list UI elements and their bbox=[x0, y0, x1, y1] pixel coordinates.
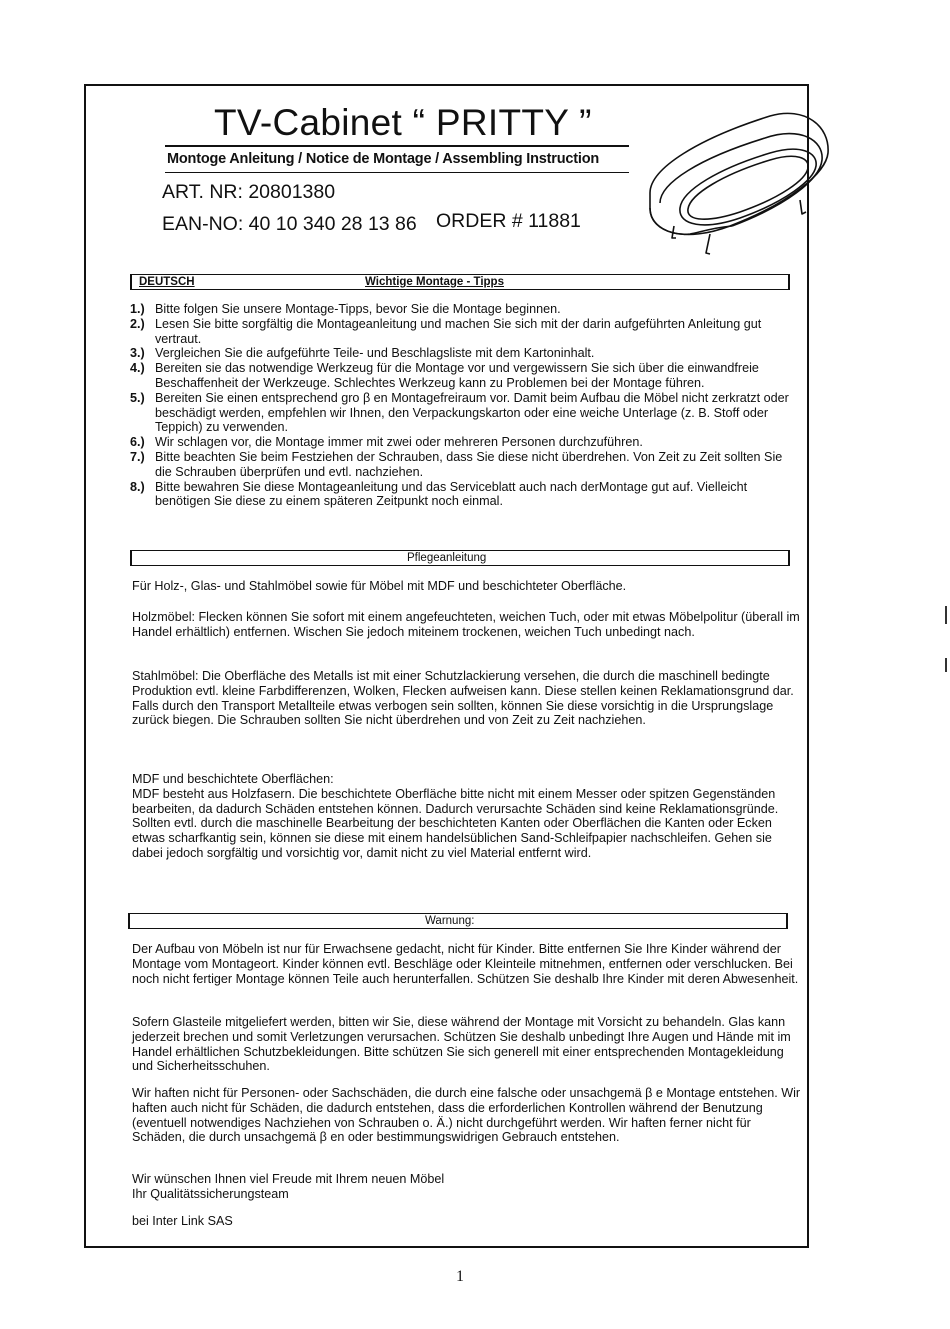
tips-heading: Wichtige Montage - Tipps bbox=[365, 276, 504, 288]
tv-cabinet-illustration bbox=[640, 108, 840, 264]
language-label: DEUTSCH bbox=[139, 276, 195, 288]
list-item: 7.) Bitte beachten Sie beim Festziehen der Schrauben, dass Sie diese nicht überdrehen. Von Zeit zu Zeit sollten Sie die Schrauben überprüfen und evtl. nachziehen. bbox=[130, 449, 783, 479]
tips-list bbox=[130, 302, 800, 509]
care-wood: Holzmöbel: Flecken können Sie sofort mit einem angefeuchteten, weichen Tuch, oder mit etwas Möbelpolitur (überall im Handel erhältlich) entfernen. Wischen Sie jedoch miteinem trockenen, weichen Tuch unbedingt nach. bbox=[132, 610, 800, 639]
scan-mark bbox=[945, 658, 947, 672]
care-intro: Für Holz-, Glas- und Stahlmöbel sowie für Möbel mit MDF und beschichteter Oberfläche. bbox=[132, 579, 627, 593]
warning-heading: Warnung: bbox=[425, 915, 475, 927]
page-number: 1 bbox=[456, 1268, 464, 1285]
document-subtitle: Montoge Anleitung / Notice de Montage / Assembling Instruction bbox=[167, 151, 600, 167]
list-item: 3.) Vergleichen Sie die aufgeführte Teile- und Beschlagsliste mit dem Kartoninhalt. bbox=[130, 346, 595, 361]
care-heading: Pflegeanleitung bbox=[407, 552, 487, 564]
warning-paragraph-2: Sofern Glasteile mitgeliefert werden, bitten wir Sie, diese während der Montage mit Vorsicht zu behandeln. Glas kann jederzeit brechen und somit Verletzungen verursachen. Schützen Sie deshalb unbedingt Ihre Augen und Hände mit im Handel erhältlichen Schutzbekleidungen. Bitte schützen Sie sich generell mit einer entsprechenden Montagekleidung und Sicherheitsschuhen. bbox=[132, 1015, 791, 1074]
care-steel: Stahlmöbel: Die Oberfläche des Metalls ist mit einer Schutzlackierung versehen, die durch die maschinell bedingte Produktion evtl. kleine Farbdifferenzen, Wolken, Flecken aufweisen kann. Diese stellen keinen Reklamationsgrund dar. Falls durch den Transport Metallteile etwas verbogen sein sollten, können Sie diese vorsichtig in die Ursprungslage zurück biegen. Die Schrauben sollten Sie nicht überdrehen und von Zeit zu Zeit nachziehen. bbox=[132, 669, 794, 728]
closing-text: Wir wünschen Ihnen viel Freude mit Ihrem neuen Möbel Ihr Qualitätssicherungsteam bbox=[132, 1172, 445, 1201]
order-number: ORDER # 11881 bbox=[436, 210, 581, 232]
care-section-header bbox=[130, 550, 790, 566]
care-mdf: MDF und beschichtete Oberflächen: MDF besteht aus Holzfasern. Die beschichtete Oberfläche bitte nicht mit einem Messer oder spitzen Gegenständen bearbeiten, da dadurch Schäden entstehen können. Dadurch verursachte Schäden sind keine Reklamationsgründe. Sollten evtl. durch die maschinelle Bearbeitung der beschichteten Kanten oder Oberflächen die Kanten oder Ecken etwas scharfkantig sein, können sie diese mit einem handelsüblichen Sand-Schleifpapier nachschleifen. Gehen sie dabei jedoch sorgfältig und vorsichtig vor, damit nicht zu viel Material entfernt wird. bbox=[132, 772, 779, 860]
signature: bei Inter Link SAS bbox=[132, 1214, 233, 1228]
list-item: 8.) Bitte bewahren Sie diese Montageanleitung und das Serviceblatt auch nach derMontage gut auf. Vielleicht benötigen Sie diese zu einem späteren Zeitpunkt noch einmal. bbox=[130, 479, 748, 509]
warning-paragraph-1: Der Aufbau von Möbeln ist nur für Erwachsene gedacht, nicht für Kinder. Bitte entfernen Sie Ihre Kinder während der Montage vom Montageort. Kinder können evtl. Beschläge oder Kleinteile mitnehmen, entfernen oder verschlucken. Bei noch nicht fertiger Montage können Teile auch herunterfallen. Schützen Sie deshalb Ihre Kinder mit deren Abwesenheit. bbox=[132, 942, 799, 986]
list-item: 4.) Bereiten sie das notwendige Werkzeug für die Montage vor und vergewissern Sie sich über die einwandfreie Beschaffenheit der Werkzeuge. Schlechtes Werkzeug kann zu Problemen bei der Montage führen. bbox=[130, 361, 759, 390]
tips-section-header bbox=[130, 274, 790, 290]
ean-number: EAN-NO: 40 10 340 28 13 86 bbox=[162, 213, 417, 235]
subtitle-underline bbox=[165, 172, 629, 173]
title-underline bbox=[165, 145, 629, 147]
list-item: 1.) Bitte folgen Sie unsere Montage-Tipps, bevor Sie die Montage beginnen. bbox=[130, 302, 561, 316]
list-item: 2.) Lesen Sie bitte sorgfältig die Montageanleitung und machen Sie sich mit der darin aufgeführten Anleitung gut vertraut. bbox=[130, 316, 762, 346]
scan-mark bbox=[945, 606, 947, 624]
article-number: ART. NR: 20801380 bbox=[162, 181, 336, 203]
list-item: 6.) Wir schlagen vor, die Montage immer mit zwei oder mehreren Personen durchzuführen. bbox=[130, 435, 643, 450]
document-title: TV-Cabinet “ PRITTY ” bbox=[214, 102, 592, 143]
warning-section-header bbox=[128, 913, 788, 929]
list-item: 5.) Bereiten Sie einen entsprechend gro β en Montagefreiraum vor. Damit beim Aufbau die Möbel nicht zerkratzt oder beschädigt werden, empfehlen wir Ihnen, den Verpackungskarton oder eine weiche Unterlage (z. B. Stoff oder Teppich) zu verwenden. bbox=[130, 390, 789, 435]
warning-paragraph-3: Wir haften nicht für Personen- oder Sachschäden, die durch eine falsche oder unsachgemä β e Montage entstehen. Wir haften auch nicht für Schäden, die dadurch entstehen, dass die erforderlichen Kontrollen während der Benutzung (eventuell notwendiges Nachziehen von Schrauben o. Ä.) nicht durchgeführt werden. Wir haften ferner nicht für Schäden, die durch unsachgemä β en oder bestimmungswidrigen Gebrauch entstehen. bbox=[132, 1086, 801, 1145]
